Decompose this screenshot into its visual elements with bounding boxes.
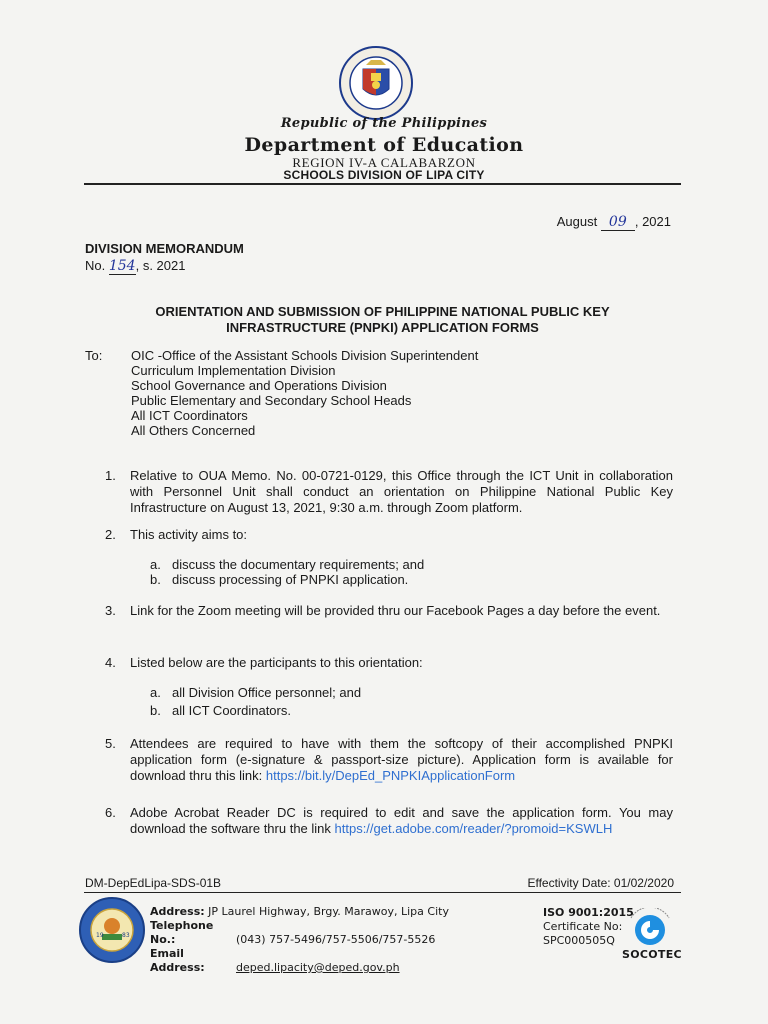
republic-heading: Republic of the Philippines <box>280 116 488 131</box>
document-code: DM-DepEdLipa-SDS-01B <box>85 876 222 890</box>
item-number: 3. <box>105 603 116 618</box>
memo-number-handwritten: 154 <box>108 258 136 274</box>
iso-standard: ISO 9001:2015 <box>543 906 634 919</box>
participant-item-b <box>150 703 650 719</box>
region-heading: REGION IV-A CALABARZON <box>292 155 476 170</box>
division-seal-icon <box>78 896 146 964</box>
effectivity-date: Effectivity Date: 01/02/2020 <box>527 876 674 890</box>
item-number: 1. <box>105 468 116 483</box>
header-divider <box>84 183 681 185</box>
item-text: Adobe Acrobat Reader DC is required to edit and save the application form. You may download the software thru the link <box>130 805 673 836</box>
email-row <box>150 947 449 975</box>
participant-item-a <box>150 685 650 701</box>
recipient-item: School Governance and Operations Division <box>131 378 387 393</box>
participant-text: all ICT Coordinators. <box>172 703 291 718</box>
department-heading: Department of Education <box>244 134 524 156</box>
socotec-logo-icon <box>625 908 675 948</box>
address-row <box>150 905 449 919</box>
item-text-with-link <box>130 805 673 837</box>
division-seal-year-right: 83 <box>122 932 130 939</box>
iso-certification <box>543 906 634 948</box>
memo-number <box>85 258 185 275</box>
date-month: August <box>556 214 598 229</box>
division-heading: SCHOOLS DIVISION OF LIPA CITY <box>283 168 485 182</box>
certifier-name: SOCOTEC <box>622 948 682 961</box>
subject-line-1: ORIENTATION AND SUBMISSION OF PHILIPPINE NATIONAL PUBLIC KEY <box>155 304 610 319</box>
recipient-item: All ICT Coordinators <box>131 408 248 423</box>
telephone-value: (043) 757-5496/757-5506/757-5526 <box>236 933 436 946</box>
recipient-item: Curriculum Implementation Division <box>131 363 336 378</box>
memo-number-series: , s. 2021 <box>135 258 186 273</box>
aim-letter: b. <box>150 572 161 587</box>
recipient-item: Public Elementary and Secondary School Heads <box>131 393 412 408</box>
aim-letter: a. <box>150 557 161 572</box>
item-text-with-link <box>130 736 673 784</box>
certificate-label: Certificate No: <box>543 920 623 933</box>
address-value: JP Laurel Highway, Brgy. Marawoy, Lipa City <box>208 905 449 918</box>
division-seal-year-left: 19 <box>96 932 104 939</box>
aim-item-a <box>150 557 650 573</box>
footer-divider <box>84 892 681 893</box>
item-number: 4. <box>105 655 116 670</box>
participant-letter: a. <box>150 685 161 700</box>
date-day-handwritten: 09 <box>601 214 635 231</box>
participant-text: all Division Office personnel; and <box>172 685 362 700</box>
memo-number-prefix: No. <box>85 258 106 273</box>
recipient-item: All Others Concerned <box>131 423 256 438</box>
date-year: , 2021 <box>634 214 671 229</box>
subject-line-2: INFRASTRUCTURE (PNPKI) APPLICATION FORMS <box>226 320 539 335</box>
item-text: Relative to OUA Memo. No. 00-0721-0129, this Office through the ICT Unit in collaboration with Personnel Unit shall conduct an orientation on Philippine National Public Key Infrastructure on August 13, 2021, 9:30 a.m. through Zoom platform. <box>130 468 673 515</box>
recipient-item: OIC -Office of the Assistant Schools Division Superintendent <box>131 348 479 363</box>
memo-subject <box>84 304 681 336</box>
adobe-reader-link[interactable]: https://get.adobe.com/reader/?promoid=KSWLH <box>334 821 613 836</box>
item-number: 6. <box>105 805 116 820</box>
address-label: Address: <box>150 905 205 918</box>
item-text: Listed below are the participants to this orientation: <box>130 655 423 670</box>
item-text: This activity aims to: <box>130 527 248 542</box>
certificate-number: SPC000505Q <box>543 934 615 947</box>
item-text: Attendees are required to have with them the softcopy of their accomplished PNPKI application form (e-signature & passport-size picture). Application form is available for download thru this link: <box>130 736 673 783</box>
to-label: To: <box>85 348 103 363</box>
telephone-row <box>150 919 449 947</box>
telephone-label: Telephone No.: <box>150 919 214 946</box>
recipient-list <box>131 348 478 438</box>
email-link[interactable]: deped.lipacity@deped.gov.ph <box>236 961 400 974</box>
contact-block <box>150 905 449 975</box>
aim-text: discuss processing of PNPKI application. <box>172 572 409 587</box>
item-number: 5. <box>105 736 116 751</box>
item-text: Link for the Zoom meeting will be provided thru our Facebook Pages a day before the event. <box>130 603 661 618</box>
item-number: 2. <box>105 527 116 542</box>
aim-text: discuss the documentary requirements; and <box>172 557 425 572</box>
deped-seal-icon <box>333 45 419 121</box>
aim-item-b <box>150 572 650 588</box>
memo-date <box>557 214 671 231</box>
pnpki-form-link[interactable]: https://bit.ly/DepEd_PNPKIApplicationForm <box>265 768 516 783</box>
memo-title: DIVISION MEMORANDUM <box>85 241 244 256</box>
email-label: Email Address: <box>150 947 205 974</box>
participant-letter: b. <box>150 703 161 718</box>
